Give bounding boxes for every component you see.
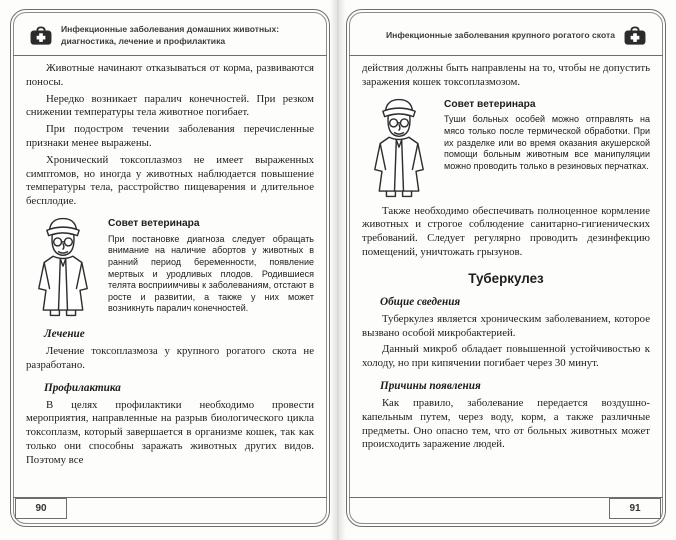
veterinarian-illustration (26, 215, 100, 319)
page-header-title (386, 30, 615, 41)
header-title-line2: диагностика, лечение и профилактика (61, 35, 226, 46)
advice-text: Туши больных особей можно отправлять на мясо только после термической обработки. При их разделке или во время оказания акушерской помощи больным животным все манипуляции можно проводить только в резиновых перчатках. (444, 114, 650, 171)
header-title-line1: Инфекционные заболевания крупного рогатого скота (385, 29, 615, 40)
page-number: 90 (15, 498, 67, 519)
page-header (349, 12, 663, 56)
paragraph: В целях профилактики необходимо провести мероприятия, направленные на разрыв биологического цикла токсоплазм, который завершается в организме кошек, так как только они способны заражать животных других видов. Поэтому все (26, 398, 314, 466)
page-body-text (362, 62, 650, 496)
section-heading-prevention: Профилактика (44, 381, 121, 394)
advice-title: Совет ветеринара (444, 98, 536, 110)
page-body-text (26, 62, 314, 496)
paragraph: Данный микроб обладает повышенной устойчивостью к холоду, но при кипячении погибает через 30 минут. (362, 343, 650, 370)
paragraph: Лечение токсоплазмоза у крупного рогатого скота не разработано. (26, 344, 314, 371)
page-header-title (61, 24, 279, 46)
section-heading-treatment: Лечение (44, 327, 85, 340)
page-border-frame (346, 9, 666, 527)
veterinarian-illustration (362, 96, 436, 200)
page-header (13, 12, 327, 56)
vet-advice-block (362, 96, 650, 200)
paragraph: При подостром течении заболевания перечисленные признаки менее выражены. (26, 123, 314, 149)
advice-text-column (444, 96, 650, 173)
advice-title: Совет ветеринара (108, 217, 200, 229)
paragraph: Также необходимо обеспечивать полноценное кормление животных и строгое соблюдение санитарно-гигиенических требований. Следует регулярно проводить дезинфекцию помещений, уничтожать грызунов. (362, 204, 650, 258)
paragraph: Хронический токсоплазмоз не имеет выраженных симптомов, но иногда у животных наблюдается повышение температуры тела, расстройство пищеварения и длительное бесплодие. (26, 153, 314, 208)
page-border-frame (10, 9, 330, 527)
page-number: 91 (609, 498, 661, 519)
header-title-line1: Инфекционные заболевания домашних животных: (61, 24, 280, 35)
advice-text: При постановке диагноза следует обращать внимание на наличие абортов у животных в ранний период беременности, появление мертвых и уродливых плодов. Родившиеся телята восприимчивы к заболеваниям, отстают в росте и развитии, а также у них может возникнуть паралич конечностей. (108, 233, 314, 314)
chapter-heading: Туберкулез (468, 270, 544, 286)
page-right (338, 0, 676, 540)
paragraph: действия должны быть направлены на то, чтобы не допустить заражения кошек токсоплазмозом. (362, 62, 650, 88)
paragraph: Животные начинают отказываться от корма, развиваются поносы. (26, 62, 314, 88)
vet-advice-block (26, 215, 314, 319)
section-heading-causes: Причины появления (380, 379, 481, 392)
paragraph: Нередко возникает паралич конечностей. При резком снижении температуры тела животное погибает. (26, 92, 314, 119)
first-aid-kit-icon (623, 26, 647, 46)
paragraph: Туберкулез является хроническим заболеванием, которое вызвано особой микробактерией. (362, 312, 650, 339)
section-heading-general: Общие сведения (380, 295, 461, 308)
paragraph: Как правило, заболевание передается воздушно-капельным путем, через воду, корм, а также различные предметы. Оно опасно тем, что от больных животных может происходить заражение людей. (362, 396, 650, 451)
advice-text-column (108, 215, 314, 315)
first-aid-kit-icon (29, 26, 53, 46)
